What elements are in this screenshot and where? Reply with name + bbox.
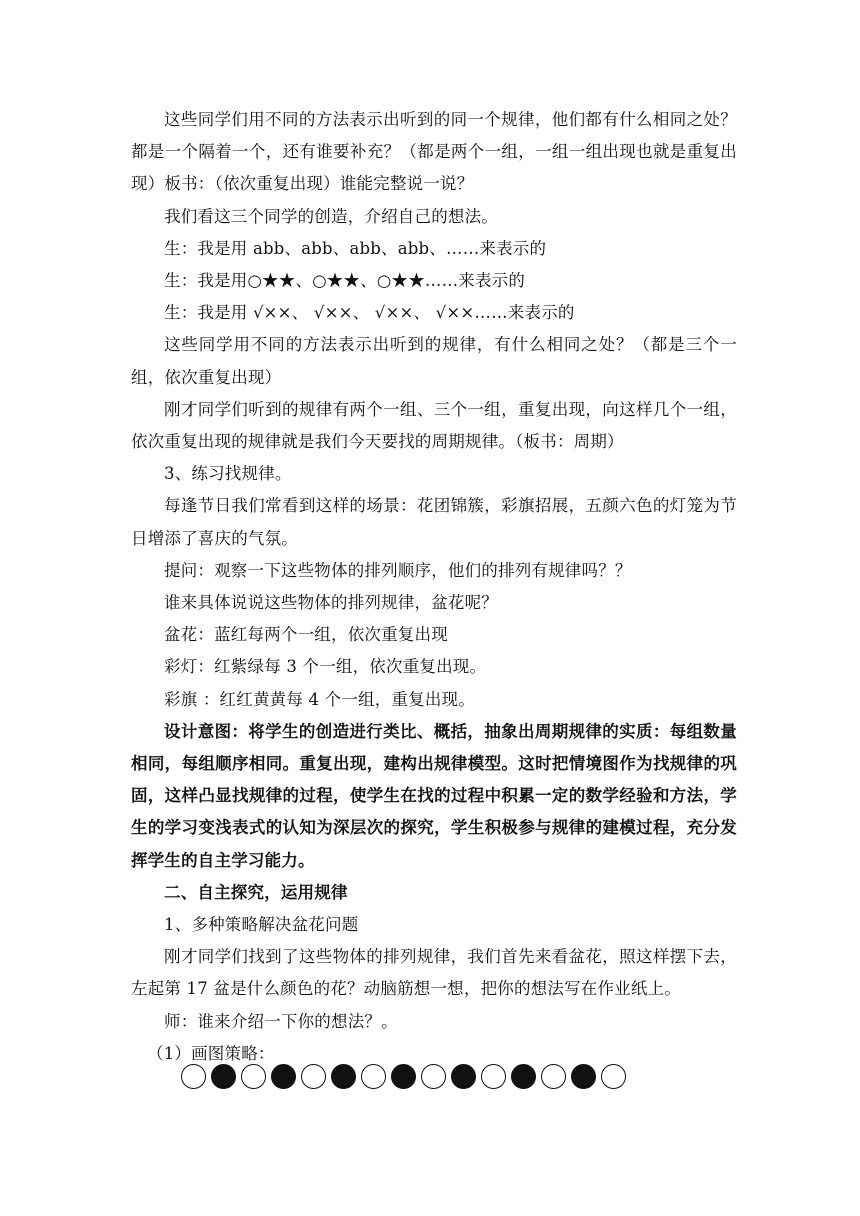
- paragraph: 谁来具体说说这些物体的排列规律，盆花呢？: [164, 593, 498, 613]
- white-circle: [601, 1064, 626, 1089]
- paragraph: 生：我是用 √××、 √××、 √××、 √××……来表示的: [164, 303, 575, 323]
- paragraph: 3、练习找规律。: [164, 464, 292, 484]
- black-circle: [331, 1064, 356, 1089]
- document-body: [131, 104, 737, 1070]
- paragraph: 盆花：蓝红每两个一组，依次重复出现: [164, 625, 448, 645]
- paragraph: 刚才同学们找到了这些物体的排列规律，我们首先来看盆花，照这样摆下去，左起第 17 盆是什么颜色的花？动脑筋想一想，把你的想法写在作业纸上。: [131, 947, 737, 999]
- paragraph: 生：我是用○★★、○★★、○★★……来表示的: [164, 271, 526, 291]
- white-circle: [301, 1064, 326, 1089]
- white-circle: [481, 1064, 506, 1089]
- paragraph: 师：谁来介绍一下你的想法？。: [164, 1011, 398, 1031]
- paragraph: 每逢节日我们常看到这样的场景：花团锦簇，彩旗招展，五颜六色的灯笼为节日增添了喜庆的气氛。: [131, 496, 737, 548]
- paragraph: 彩灯：红紫绿每 3 个一组，依次重复出现。: [164, 657, 487, 677]
- paragraph: 我们看这三个同学的创造，介绍自己的想法。: [164, 206, 498, 226]
- white-circle: [241, 1064, 266, 1089]
- flower-pattern-drawing: [181, 1064, 626, 1092]
- paragraph: 二、自主探究，运用规律: [164, 882, 348, 902]
- paragraph: 彩旗 ：红红黄黄每 4 个一组，重复出现。: [164, 689, 475, 709]
- paragraph: （1）画图策略：: [147, 1043, 275, 1063]
- black-circle: [271, 1064, 296, 1089]
- paragraph: 刚才同学们听到的规律有两个一组、三个一组，重复出现，向这样几个一组，依次重复出现的规律就是我们今天要找的周期规律。（板书：周期）: [131, 399, 737, 452]
- white-circle: [181, 1064, 206, 1089]
- black-circle: [511, 1064, 536, 1089]
- paragraph: 1、多种策略解决盆花问题: [164, 915, 359, 935]
- black-circle: [451, 1064, 476, 1089]
- paragraph: 生：我是用 abb、abb、abb、abb、……来表示的: [164, 238, 547, 258]
- paragraph: 提问：观察一下这些物体的排列顺序，他们的排列有规律吗？？: [164, 560, 632, 580]
- black-circle: [211, 1064, 236, 1089]
- paragraph: 设计意图：将学生的创造进行类比、概括，抽象出周期规律的实质：每组数量相同，每组顺序相同。重复出现，建构出规律模型。这时把情境图作为找规律的巩固，这样凸显找规律的过程，使学生在找的过程中积累一定的数学经验和方法，学生的学习变浅表式的认知为深层次的探究，学生积极参与规律的建模过程，充分发挥学生的自主学习能力。: [131, 721, 737, 870]
- white-circle: [361, 1064, 386, 1089]
- paragraph: 这些同学们用不同的方法表示出听到的同一个规律，他们都有什么相同之处？都是一个隔着一个，还有谁要补充？（都是两个一组，一组一组出现也就是重复出现）板书：（依次重复出现）谁能完整说一说？: [131, 110, 737, 194]
- paragraph: 这些同学用不同的方法表示出听到的规律，有什么相同之处？（都是三个一组，依次重复出现）: [131, 335, 737, 387]
- white-circle: [421, 1064, 446, 1089]
- black-circle: [571, 1064, 596, 1089]
- white-circle: [541, 1064, 566, 1089]
- black-circle: [391, 1064, 416, 1089]
